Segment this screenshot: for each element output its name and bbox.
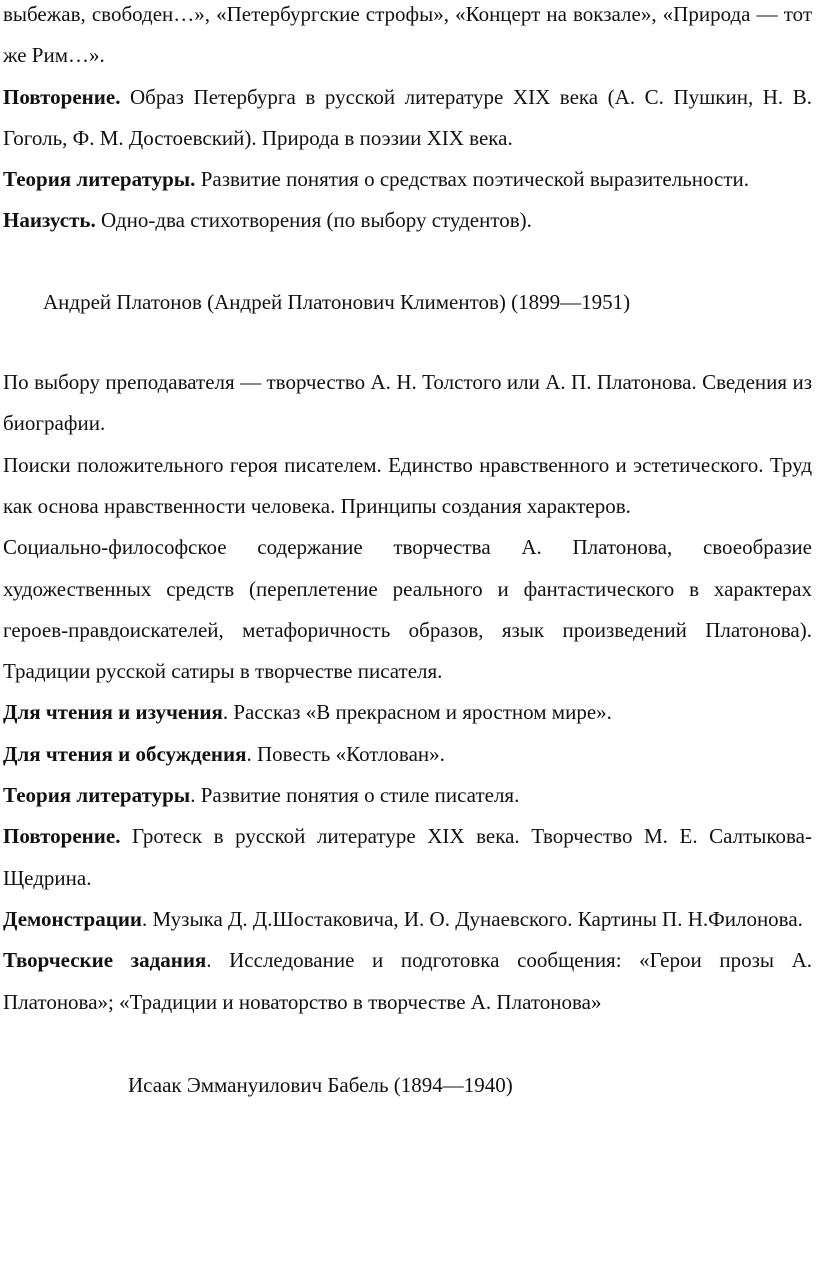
paragraph-repetition-grotesque: Повторение. Гротеск в русской литературе XIX века. Творчество М. Е. Салтыкова-Щедрина. [3, 824, 812, 890]
paragraph-teacher-choice: По выбору преподавателя — творчество А. Н. Толстого или А. П. Платонова. Сведения из биографии. [3, 370, 812, 436]
paragraph-theory-expressiveness: Теория литературы. Развитие понятия о средствах поэтической выразительности. [3, 167, 750, 192]
paragraph-demonstrations: Демонстрации. Музыка Д. Д.Шостаковича, И. О. Дунаевского. Картины П. Н.Филонова. [3, 906, 803, 931]
label-reading-discussion: Для чтения и обсуждения [3, 741, 247, 766]
paragraph-reading-study: Для чтения и изучения. Рассказ «В прекрасном и яростном мире». [3, 700, 612, 725]
paragraph-poems-list: выбежав, свободен…», «Петербургские строфы», «Концерт на вокзале», «Природа — тот же Рим…». [3, 2, 812, 68]
label-demonstrations: Демонстрации [3, 906, 143, 931]
label-repetition: Повторение. [3, 824, 121, 849]
paragraph-creative-tasks: Творческие задания. Исследование и подготовка сообщения: «Герои прозы А. Платонова»; «Традиции и новаторство в творчестве А. Платонова» [3, 948, 812, 1014]
label-theory: Теория литературы. [3, 167, 196, 192]
label-reading-study: Для чтения и изучения [3, 700, 223, 725]
section-heading-platonov: Андрей Платонов (Андрей Платонович Климентов) (1899—1951) [43, 289, 631, 314]
paragraph-theory-style: Теория литературы. Развитие понятия о стиле писателя. [3, 783, 520, 808]
paragraph-by-heart: Наизусть. Одно-два стихотворения (по выбору студентов). [3, 208, 532, 233]
label-repetition: Повторение. [3, 84, 121, 109]
paragraph-social-philosophical: Социально-философское содержание творчества А. Платонова, своеобразие художественных средств (переплетение реального и фантастического в характерах героев-правдоискателей, метафоричность образов, язык произведений Платонова). Традиции русской сатиры в творчестве писателя. [3, 535, 812, 684]
paragraph-positive-hero: Поиски положительного героя писателем. Единство нравственного и эстетического. Труд как основа нравственности человека. Принципы создания характеров. [3, 452, 812, 518]
paragraph-repetition-petersburg: Повторение. Образ Петербурга в русской литературе XIX века (А. С. Пушкин, Н. В. Гоголь, Ф. М. Достоевский). Природа в поэзии XIX века. [3, 84, 812, 150]
section-heading-babel: Исаак Эммануилович Бабель (1894—1940) [128, 1072, 513, 1097]
label-theory: Теория литературы [3, 783, 191, 808]
paragraph-reading-discussion: Для чтения и обсуждения. Повесть «Котлован». [3, 741, 445, 766]
label-creative-tasks: Творческие задания [3, 948, 207, 973]
label-by-heart: Наизусть. [3, 208, 96, 233]
